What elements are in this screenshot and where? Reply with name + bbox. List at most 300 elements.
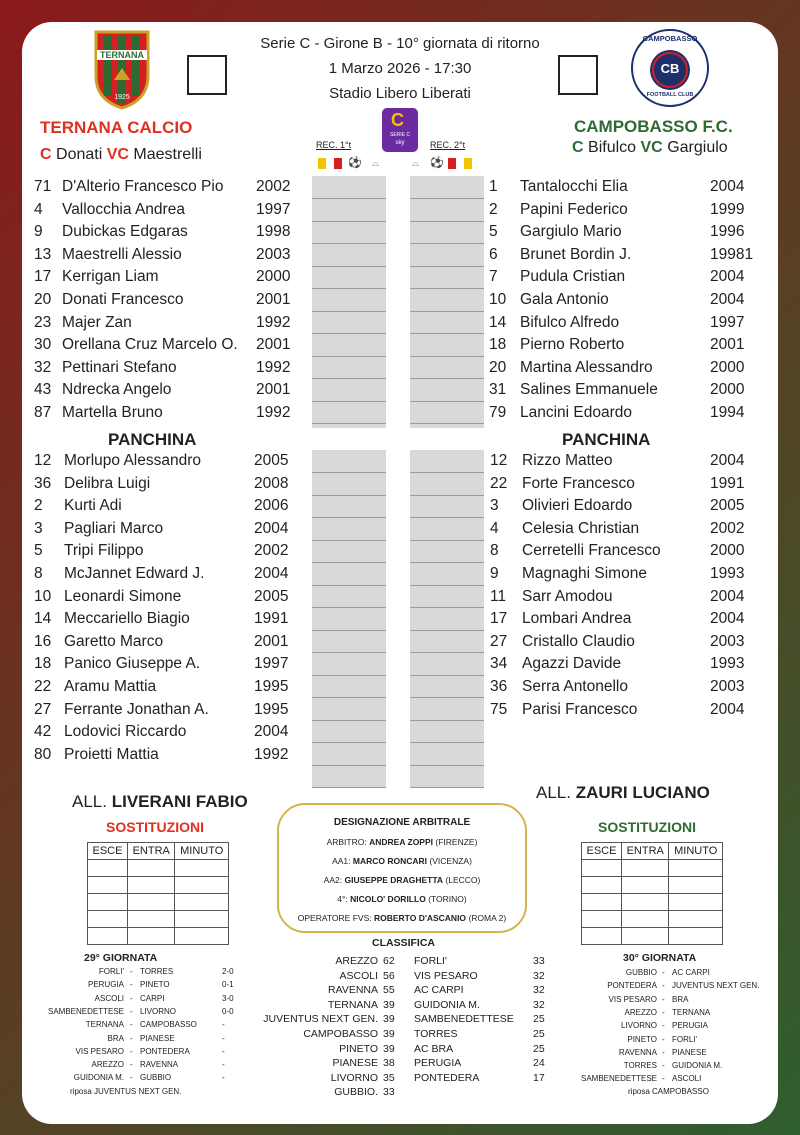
subs-cell[interactable] xyxy=(621,928,668,945)
event-line xyxy=(312,630,386,631)
player-year: 2004 xyxy=(710,291,745,308)
match-dash: - xyxy=(130,1006,133,1016)
standing-points: 56 xyxy=(383,969,395,982)
away-captain-letter: C xyxy=(572,139,584,156)
player-number: 18 xyxy=(489,336,507,354)
match-away: GUIDONIA M. xyxy=(672,1061,723,1071)
standing-points: 25 xyxy=(533,1013,545,1026)
referee-role: AA2: xyxy=(323,875,343,885)
event-line xyxy=(312,243,386,244)
player-number: 10 xyxy=(489,291,507,308)
player-year: 2000 xyxy=(710,542,745,560)
player-number: 3 xyxy=(34,519,43,537)
rec-second-half: REC. 2°t xyxy=(430,140,466,150)
match-dash: - xyxy=(662,1007,665,1017)
event-line xyxy=(312,495,386,496)
ball-icon: ⚽ xyxy=(348,157,362,169)
player-number: 9 xyxy=(34,223,43,241)
referee-name: MARCO RONCARI xyxy=(352,856,428,866)
player-name: Gargiulo Mario xyxy=(520,223,622,241)
subs-cell[interactable] xyxy=(669,877,723,894)
subs-cell[interactable] xyxy=(621,877,668,894)
subs-cell[interactable] xyxy=(88,894,128,911)
match-dash: - xyxy=(130,1020,133,1030)
campobasso-logo-sub: FOOTBALL CLUB xyxy=(646,92,694,98)
player-name: Dubickas Edgaras xyxy=(62,223,188,241)
standing-team: AREZZO xyxy=(335,955,378,967)
subs-cell[interactable] xyxy=(669,911,723,928)
match-dash: - xyxy=(662,1074,665,1084)
subs-row[interactable] xyxy=(88,860,229,877)
player-number: 36 xyxy=(34,474,52,492)
player-name: Donati Francesco xyxy=(62,291,184,308)
player-name: Proietti Mattia xyxy=(64,745,159,763)
match-home: TORRES xyxy=(623,1061,657,1071)
event-line xyxy=(410,243,484,244)
player-number: 8 xyxy=(490,542,499,560)
event-line xyxy=(312,540,386,541)
player-year: 1997 xyxy=(710,313,745,331)
player-name: Papini Federico xyxy=(520,200,628,218)
player-number: 27 xyxy=(490,632,508,650)
match-home: PONTEDERA xyxy=(607,981,657,991)
player-year: 2001 xyxy=(254,632,289,650)
home-vice-captain: Maestrelli xyxy=(133,146,202,163)
player-number: 36 xyxy=(490,678,508,695)
standing-team: LIVORNO xyxy=(330,1071,378,1084)
match-dash: - xyxy=(662,1047,665,1057)
player-name: Martella Bruno xyxy=(62,404,163,421)
red-card-icon-2 xyxy=(448,158,456,169)
subs-cell[interactable] xyxy=(127,860,174,877)
ball-icon-2: ⚽ xyxy=(430,157,444,169)
standing-team: TORRES xyxy=(414,1028,458,1040)
subs-cell[interactable] xyxy=(621,911,668,928)
player-number: 42 xyxy=(34,723,52,741)
standing-points: 62 xyxy=(383,955,395,967)
match-dash: - xyxy=(130,967,133,976)
standing-points: 25 xyxy=(533,1028,545,1040)
player-name: Kerrigan Liam xyxy=(62,268,159,286)
red-card-icon xyxy=(334,158,342,169)
standing-team: SAMBENEDETTESE xyxy=(414,1013,514,1026)
player-year: 1992 xyxy=(256,404,291,421)
event-line xyxy=(410,472,484,473)
player-year: 2003 xyxy=(710,678,745,695)
match-away: GUBBIO xyxy=(140,1073,172,1083)
player-year: 2004 xyxy=(710,587,745,605)
player-number: 14 xyxy=(34,610,52,628)
yellow-card-icon-2 xyxy=(464,158,472,169)
event-line xyxy=(312,266,386,267)
away-checkbox[interactable] xyxy=(558,55,598,95)
event-line xyxy=(312,333,386,334)
home-events-column[interactable] xyxy=(312,176,386,428)
event-line xyxy=(312,221,386,222)
subs-row[interactable] xyxy=(582,877,723,894)
player-name: Lodovici Riccardo xyxy=(64,723,187,741)
referee-designation-box xyxy=(277,803,527,933)
player-year: 2001 xyxy=(256,381,291,399)
player-year: 1997 xyxy=(256,200,291,218)
event-line xyxy=(312,742,386,743)
player-name: Celesia Christian xyxy=(522,519,640,537)
player-year: 2003 xyxy=(710,632,745,650)
match-date-line: 1 Marzo 2026 - 17:30 xyxy=(328,60,472,77)
subs-cell[interactable] xyxy=(582,860,622,877)
serie-c-logo: C SERIE C sky xyxy=(382,108,418,152)
subs-row[interactable] xyxy=(582,860,723,877)
subs-cell[interactable] xyxy=(582,911,622,928)
standing-team: PIANESE xyxy=(332,1057,378,1070)
referee-line xyxy=(279,837,525,847)
player-name: Majer Zan xyxy=(62,313,132,331)
event-line xyxy=(410,540,484,541)
boot-icon-2: ⌓ xyxy=(412,158,420,168)
subs-cell[interactable] xyxy=(621,860,668,877)
player-name: Tantalocchi Elia xyxy=(520,178,628,195)
player-number: 12 xyxy=(34,452,52,469)
player-number: 22 xyxy=(490,474,508,492)
event-line xyxy=(410,423,484,424)
away-subs-title: SOSTITUZIONI xyxy=(598,819,696,835)
match-dash: - xyxy=(130,980,133,990)
match-dash: - xyxy=(662,1034,665,1044)
standing-team: AC BRA xyxy=(414,1042,454,1055)
standing-team: AC CARPI xyxy=(414,984,464,997)
player-year: 2001 xyxy=(710,336,745,354)
standing-team: FORLI' xyxy=(414,955,447,967)
subs-row[interactable] xyxy=(88,877,229,894)
player-number: 17 xyxy=(34,268,52,286)
match-dash: - xyxy=(130,1060,133,1070)
home-checkbox[interactable] xyxy=(187,55,227,95)
away-coach-name: ZAURI LUCIANO xyxy=(575,783,710,802)
player-name: Pudula Cristian xyxy=(520,268,626,286)
home-captain: Donati xyxy=(56,146,103,163)
match-away: JUVENTUS NEXT GEN. xyxy=(672,981,760,991)
subs-cell[interactable] xyxy=(582,894,622,911)
player-name: Bifulco Alfredo xyxy=(520,313,620,331)
subs-cell[interactable] xyxy=(175,860,229,877)
referee-name: ROBERTO D'ASCANIO xyxy=(373,913,467,923)
standing-points: 24 xyxy=(533,1057,545,1070)
standing-team: VIS PESARO xyxy=(414,969,478,982)
match-away: PIANESE xyxy=(140,1033,175,1043)
player-name: Salines Emmanuele xyxy=(520,381,658,399)
standing-team: PONTEDERA xyxy=(414,1071,480,1084)
event-line xyxy=(410,607,484,608)
subs-header: ESCE xyxy=(88,843,128,860)
player-name: Cerretelli Francesco xyxy=(522,542,661,560)
player-number: 14 xyxy=(489,313,507,331)
match-dash: - xyxy=(662,981,665,991)
match-away: CAMPOBASSO xyxy=(140,1020,197,1030)
player-number: 1 xyxy=(489,178,498,195)
event-line xyxy=(410,765,484,766)
match-away: AC CARPI xyxy=(672,968,710,977)
event-line xyxy=(312,198,386,199)
yellow-card-icon xyxy=(318,158,326,169)
standing-team: GUBBIO. xyxy=(334,1086,378,1099)
standing-team: RAVENNA xyxy=(328,984,378,997)
away-events-column[interactable] xyxy=(410,176,484,428)
subs-cell[interactable] xyxy=(175,894,229,911)
standing-points: 39 xyxy=(383,1028,395,1040)
subs-cell[interactable] xyxy=(127,877,174,894)
referee-place: (VICENZA) xyxy=(429,856,472,866)
event-line xyxy=(410,288,484,289)
player-year: 2004 xyxy=(710,610,745,628)
player-year: 1991 xyxy=(710,474,745,492)
match-home: BRA xyxy=(107,1033,124,1043)
subs-cell[interactable] xyxy=(669,860,723,877)
event-line xyxy=(312,607,386,608)
standing-points: 17 xyxy=(533,1071,545,1084)
home-bench-events-column[interactable] xyxy=(312,450,386,788)
subs-row[interactable] xyxy=(88,928,229,945)
player-name: Serra Antonello xyxy=(522,678,628,695)
event-line xyxy=(312,401,386,402)
standing-points: 39 xyxy=(383,1013,395,1026)
subs-row[interactable] xyxy=(582,894,723,911)
player-name: Brunet Bordin J. xyxy=(520,245,632,263)
away-bench-events-column[interactable] xyxy=(410,450,484,788)
standings-title: CLASSIFICA xyxy=(372,937,435,949)
event-line xyxy=(410,562,484,563)
player-name: Olivieri Edoardo xyxy=(522,497,633,515)
event-line xyxy=(410,198,484,199)
match-home: PERUGIA xyxy=(87,980,124,990)
event-line xyxy=(312,562,386,563)
player-year: 1995 xyxy=(254,700,289,718)
player-year: 2004 xyxy=(254,723,289,741)
match-home: VIS PESARO xyxy=(75,1046,124,1056)
event-line xyxy=(312,720,386,721)
player-number: 10 xyxy=(34,587,52,605)
player-number: 4 xyxy=(490,519,499,537)
player-number: 2 xyxy=(489,200,498,218)
subs-row[interactable] xyxy=(582,911,723,928)
match-away: PERUGIA xyxy=(672,1021,709,1031)
serie-c-logo-text: SERIE C xyxy=(389,132,410,138)
subs-cell[interactable] xyxy=(127,911,174,928)
boot-icon: ⌓ xyxy=(372,158,380,168)
subs-header: ESCE xyxy=(582,843,622,860)
player-year: 2006 xyxy=(254,497,289,515)
event-line xyxy=(410,333,484,334)
player-name: Cristallo Claudio xyxy=(522,632,635,650)
player-year: 2004 xyxy=(710,452,745,469)
subs-cell[interactable] xyxy=(127,928,174,945)
campobasso-logo-text: CAMPOBASSO xyxy=(642,34,698,43)
match-home: SAMBENEDETTESE xyxy=(580,1074,657,1084)
match-away: PONTEDERA xyxy=(140,1046,190,1056)
player-name: Ndrecka Angelo xyxy=(62,381,172,399)
round30-rest: riposa CAMPOBASSO xyxy=(628,1087,709,1096)
standing-points: 33 xyxy=(383,1086,395,1099)
referee-place: (ROMA 2) xyxy=(468,913,507,923)
match-dash: - xyxy=(130,993,133,1003)
player-year: 1997 xyxy=(254,655,289,673)
event-line xyxy=(410,401,484,402)
player-name: Gala Antonio xyxy=(520,291,609,308)
subs-cell[interactable] xyxy=(669,894,723,911)
match-round-line: Serie C - Girone B - 10° giornata di ritorno xyxy=(260,35,540,52)
player-year: 1998 xyxy=(256,223,291,241)
player-number: 31 xyxy=(489,381,507,399)
player-number: 30 xyxy=(34,336,52,354)
subs-row[interactable] xyxy=(88,911,229,928)
player-number: 3 xyxy=(490,497,499,515)
away-subs-table[interactable] xyxy=(581,842,723,945)
player-number: 4 xyxy=(34,200,43,218)
standing-team: ASCOLI xyxy=(339,969,378,982)
event-line xyxy=(410,742,484,743)
match-away: FORLI' xyxy=(672,1034,698,1044)
subs-row[interactable] xyxy=(582,928,723,945)
rec-first-half: REC. 1°t xyxy=(316,140,352,150)
standing-team: PINETO xyxy=(339,1042,378,1055)
match-score: 0-0 xyxy=(222,1006,234,1016)
standing-team: JUVENTUS NEXT GEN. xyxy=(263,1013,378,1026)
standing-points: 32 xyxy=(533,984,545,997)
home-vice-letter: VC xyxy=(106,146,129,163)
event-line xyxy=(312,675,386,676)
subs-cell[interactable] xyxy=(582,877,622,894)
player-year: 1993 xyxy=(710,655,745,673)
home-subs-table[interactable] xyxy=(87,842,229,945)
player-year: 1991 xyxy=(254,610,289,628)
player-year: 2000 xyxy=(710,381,745,399)
player-name: Magnaghi Simone xyxy=(522,565,647,582)
standing-points: 33 xyxy=(533,955,545,967)
player-year: 2001 xyxy=(256,336,291,354)
player-number: 2 xyxy=(34,497,43,515)
player-name: Ferrante Jonathan A. xyxy=(64,700,209,718)
away-team-name: CAMPOBASSO F.C. xyxy=(574,117,733,136)
player-name: Pierno Roberto xyxy=(520,336,625,354)
event-line xyxy=(312,787,386,788)
round29-rest: riposa JUVENTUS NEXT GEN. xyxy=(70,1087,182,1096)
player-year: 19981 xyxy=(710,245,754,263)
match-home: AREZZO xyxy=(624,1007,657,1017)
player-name: Panico Giuseppe A. xyxy=(64,655,201,673)
home-captain-letter: C xyxy=(40,146,52,163)
away-bench-title: PANCHINA xyxy=(562,430,651,449)
player-year: 2002 xyxy=(710,519,745,537)
subs-row[interactable] xyxy=(88,894,229,911)
player-year: 2005 xyxy=(254,452,289,469)
referee-place: (LECCO) xyxy=(445,875,481,885)
player-name: Agazzi Davide xyxy=(522,655,622,673)
subs-cell[interactable] xyxy=(88,877,128,894)
match-dash: - xyxy=(662,1061,665,1071)
player-year: 2004 xyxy=(254,565,289,582)
referee-line xyxy=(279,894,525,904)
subs-cell[interactable] xyxy=(88,860,128,877)
subs-cell[interactable] xyxy=(175,928,229,945)
event-line xyxy=(410,652,484,653)
player-year: 2000 xyxy=(256,268,291,286)
player-number: 23 xyxy=(34,313,52,331)
player-year: 2004 xyxy=(710,268,745,286)
player-year: 1992 xyxy=(254,745,289,763)
campobasso-logo-letters: CB xyxy=(660,61,680,76)
match-score: - xyxy=(222,1033,225,1043)
subs-cell[interactable] xyxy=(669,928,723,945)
player-name: Pagliari Marco xyxy=(64,519,164,537)
player-number: 27 xyxy=(34,700,52,718)
player-name: Delibra Luigi xyxy=(64,474,151,492)
away-captains xyxy=(572,139,728,157)
event-line xyxy=(410,675,484,676)
referee-line xyxy=(279,875,525,885)
subs-cell[interactable] xyxy=(621,894,668,911)
event-line xyxy=(410,585,484,586)
player-name: Parisi Francesco xyxy=(522,700,638,718)
match-home: TERNANA xyxy=(85,1020,124,1030)
player-year: 1995 xyxy=(254,678,289,695)
match-stadium-line: Stadio Libero Liberati xyxy=(329,85,471,102)
player-number: 22 xyxy=(34,678,52,695)
standing-team: GUIDONIA M. xyxy=(414,998,480,1011)
match-home: RAVENNA xyxy=(618,1047,657,1057)
referee-place: (TORINO) xyxy=(428,894,467,904)
event-line xyxy=(410,356,484,357)
match-home: GUBBIO xyxy=(625,968,657,977)
player-name: Kurti Adi xyxy=(64,497,122,515)
standing-points: 32 xyxy=(533,998,545,1011)
player-number: 32 xyxy=(34,358,52,376)
player-name: D'Alterio Francesco Pio xyxy=(62,178,224,195)
player-year: 2008 xyxy=(254,474,289,492)
subs-cell[interactable] xyxy=(88,911,128,928)
match-away: TERNANA xyxy=(672,1007,711,1017)
match-score: - xyxy=(222,1046,225,1056)
event-line xyxy=(410,311,484,312)
event-line xyxy=(410,221,484,222)
subs-cell[interactable] xyxy=(582,928,622,945)
match-score: - xyxy=(222,1020,225,1030)
player-number: 18 xyxy=(34,655,52,673)
match-dash: - xyxy=(130,1046,133,1056)
player-number: 20 xyxy=(34,291,52,308)
player-number: 20 xyxy=(489,358,507,376)
match-score: 0-1 xyxy=(222,980,234,990)
match-dash: - xyxy=(662,1021,665,1031)
player-number: 79 xyxy=(489,404,507,421)
event-line xyxy=(312,378,386,379)
match-away: PIANESE xyxy=(672,1047,707,1057)
player-number: 87 xyxy=(34,404,52,421)
subs-cell[interactable] xyxy=(127,894,174,911)
serie-c-logo-sky: sky xyxy=(395,140,405,146)
event-line xyxy=(410,495,484,496)
event-line xyxy=(312,585,386,586)
match-away: LIVORNO xyxy=(140,1006,177,1016)
subs-cell[interactable] xyxy=(175,911,229,928)
subs-cell[interactable] xyxy=(175,877,229,894)
player-number: 34 xyxy=(490,655,508,673)
referee-line xyxy=(279,856,525,866)
player-number: 80 xyxy=(34,745,52,763)
player-year: 2003 xyxy=(256,245,291,263)
match-home: SAMBENEDETTESE xyxy=(47,1006,124,1016)
event-line xyxy=(312,288,386,289)
subs-cell[interactable] xyxy=(88,928,128,945)
player-year: 2001 xyxy=(256,291,291,308)
